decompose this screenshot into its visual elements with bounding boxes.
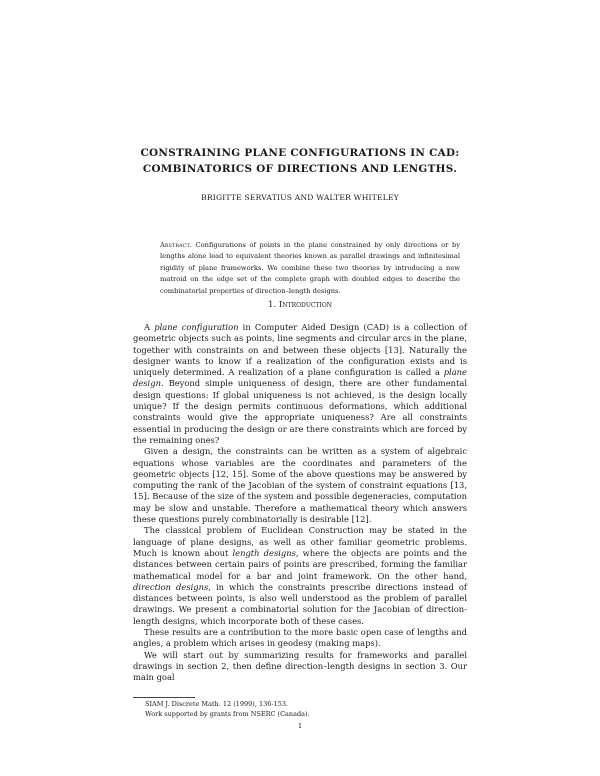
p3-text-c: , in which the constraints prescribe directions instead of distances between points, is also well understood as the problem of parallel drawings. We present a combinatorial solution for the Jacobian of direction-length designs, which incorporate both of these cases. [133, 581, 468, 626]
footnote-funding: Work supported by grants from NSERC (Canada). [145, 710, 310, 718]
paragraph-4: These results are a contribution to the more basic open case of lengths and angles, a problem which arises in geodesy (making maps). [133, 627, 467, 649]
section-title: Introduction [278, 300, 333, 310]
p3-text-b: , where the objects are points and the distances between certain pairs of points are prescribed, forming the familiar mathematical model for a bar and joint framework. On the other hand, [133, 547, 467, 581]
footnote-rule [133, 697, 195, 698]
p3-emphasis-direction-designs: direction designs [133, 581, 209, 592]
abstract-block [160, 240, 460, 297]
p1-emphasis-plane-configuration: plane configuration [154, 322, 239, 332]
section-heading [60, 300, 540, 310]
p3-emphasis-length-designs: length designs [232, 547, 296, 558]
p1-text-b: in Computer Aided Design (CAD) is a collection of geometric objects such as points, line segments and circular arcs in the plane, together with constraints on and between these objects [13]. Naturally the designer wants to know if a realization of the configuration exists and is uniquely determined. A realization of a plane configuration is called a [133, 322, 467, 378]
p3-text-a: The classical problem of Euclidean Construction may be stated in the language of plane designs, as well as other familiar geometric problems. Much is known about [133, 525, 467, 558]
author-names: BRIGITTE SERVATIUS AND WALTER WHITELEY [201, 193, 399, 202]
paragraph-2: Given a design, the constraints can be written as a system of algebraic equations whose variables are the coordinates and parameters of the geometric objects [12, 15]. Some of the above questions may be answered by computing the rank of the Jacobian of the system of constraint equations [13, 15]. Because of the size of the system and possible degeneracies, computation may be slow and unstable. Therefore a mathematical theory which answers these questions purely combinatorially is desirable [12]. [133, 446, 467, 525]
paragraph-1 [133, 322, 467, 446]
footnote-journal: SIAM J. Discrete Math. 12 (1999), 136-153. [145, 700, 289, 708]
p1-emphasis-plane-design: plane design [133, 367, 467, 389]
abstract-label: Abstract. [160, 241, 192, 249]
p1-text-c: . Beyond simple uniqueness of design, there are other fundamental design questions: If global uniqueness is not achieved, is the design locally unique? If the design permits continuous deformations, which additional constraints would give the appropriate uniqueness? Are all constraints essential in producing the design or are there constraints which are forced by the remaining ones? [133, 378, 467, 445]
page-number: 1 [297, 722, 303, 730]
paper-title-line-2: COMBINATORICS OF DIRECTIONS AND LENGTHS. [142, 163, 458, 175]
p1-text-a: A [144, 322, 155, 332]
paragraph-5: We will start out by summarizing results for frameworks and parallel drawings in section 2, then define direction–length designs in section 3. Our main goal [133, 649, 467, 683]
body-text [133, 322, 467, 684]
abstract-text: Configurations of points in the plane constrained by only directions or by lengths alone lead to equivalent theories known as parallel drawings and infinitesimal rigidity of plane frameworks. We combine these two theories by introducing a new matroid on the edge set of the complete graph with doubled edges to describe the combinatorial properties of direction–length designs. [160, 241, 460, 295]
paragraph-3 [133, 525, 467, 627]
section-number: 1. [267, 300, 277, 310]
paper-title-line-1: CONSTRAINING PLANE CONFIGURATIONS IN CAD: [140, 147, 460, 159]
